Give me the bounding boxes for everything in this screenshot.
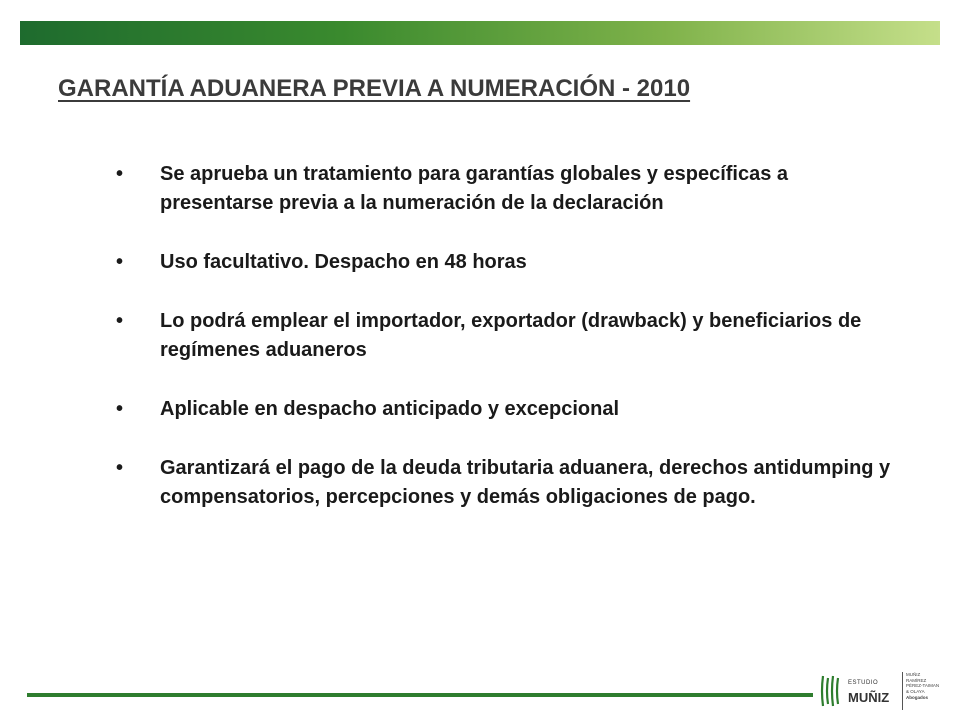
header-color-bar xyxy=(20,21,940,45)
bullet-item xyxy=(110,454,900,512)
bullet-text: Aplicable en despacho anticipado y excepcional xyxy=(160,398,620,420)
logo-partner-name: RAMÍREZ xyxy=(906,677,927,683)
bullet-text: Lo podrá emplear el importador, exportador (drawback) y beneficiarios de regímenes aduaneros xyxy=(160,310,862,361)
bullet-item xyxy=(110,160,900,218)
logo-partners xyxy=(906,672,950,701)
bullet-icon: • xyxy=(116,457,124,479)
bullet-item xyxy=(110,307,900,365)
footer-line xyxy=(27,693,813,697)
bullet-text: Se aprueba un tratamiento para garantías globales y específicas a presentarse previa a la numeración de la declaración xyxy=(160,163,789,214)
bullet-icon: • xyxy=(116,310,124,332)
bullet-item xyxy=(110,395,900,424)
bullet-icon: • xyxy=(116,163,124,185)
logo-name-text: MUÑIZ xyxy=(848,690,890,705)
bullet-icon: • xyxy=(116,398,124,420)
logo-divider xyxy=(902,672,903,710)
logo-partner-name: PÉREZ-TAIMAN xyxy=(906,683,940,688)
slide-title: GARANTÍA ADUANERA PREVIA A NUMERACIÓN - 2010 xyxy=(58,75,691,102)
logo-suffix: Abogados xyxy=(906,695,928,700)
logo-partner-name: MUÑIZ xyxy=(906,672,921,677)
bullet-icon: • xyxy=(116,251,124,273)
bullet-text: Uso facultativo. Despacho en 48 horas xyxy=(160,251,527,273)
bullet-text: Garantizará el pago de la deuda tributaria aduanera, derechos antidumping y compensatorios, percepciones y demás obligaciones de pago. xyxy=(160,457,891,508)
logo-partner-name: & OLAYA xyxy=(906,688,925,694)
logo-mark-icon xyxy=(820,672,844,710)
logo-studio-text: ESTUDIO xyxy=(848,680,879,686)
company-logo xyxy=(820,668,950,714)
bullet-list xyxy=(110,160,900,542)
bullet-item xyxy=(110,248,900,277)
